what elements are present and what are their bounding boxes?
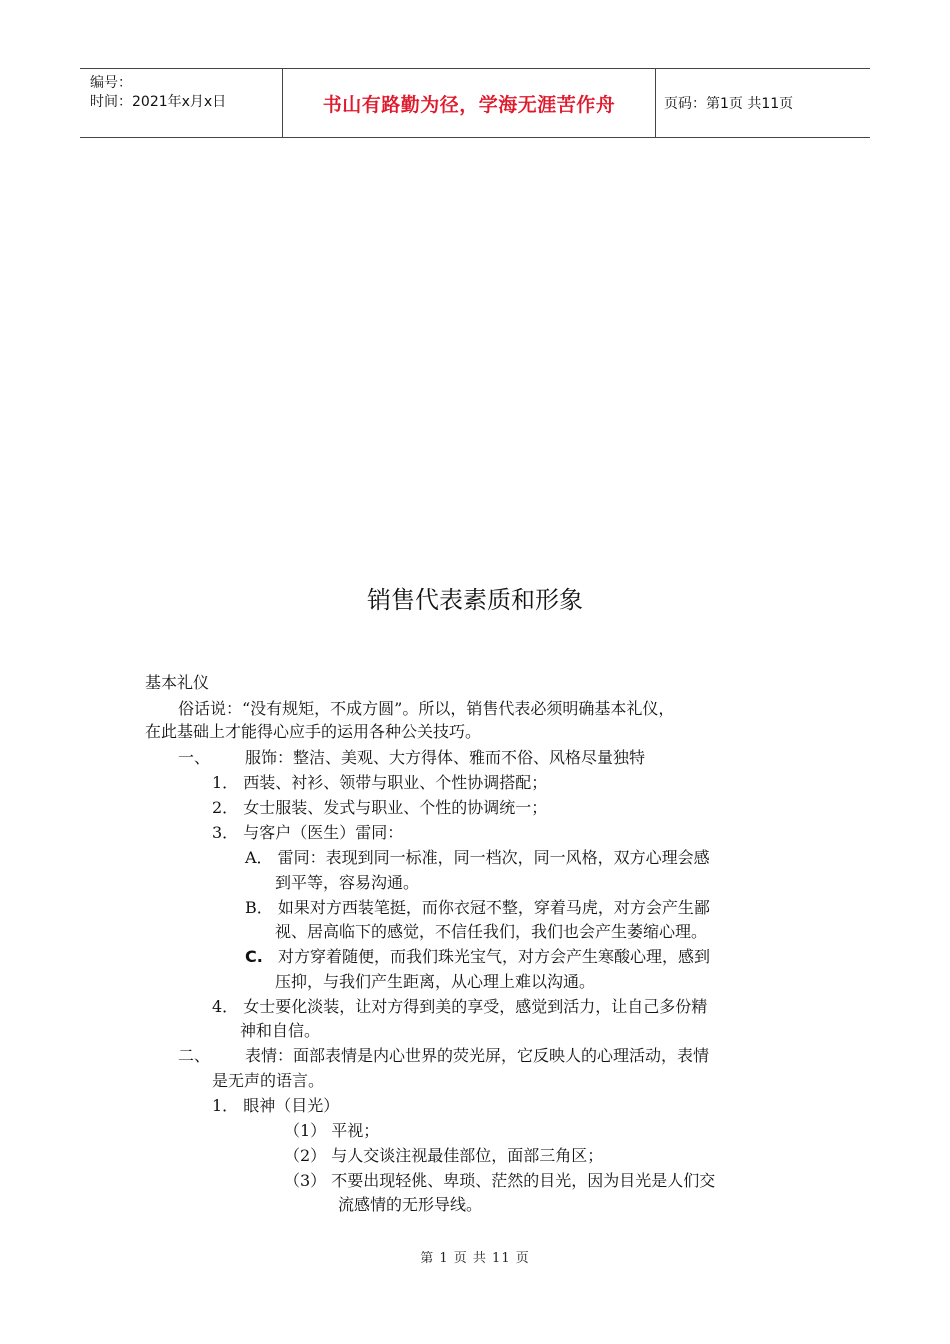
part1-sub-a-line-1: A． 雷同：表现到同一标准，同一档次，同一风格，双方心理会感	[245, 848, 710, 867]
page-footer: 第 1 页 共 11 页	[420, 1251, 530, 1266]
part1-heading: 服饰：整洁、美观、大方得体、雅而不俗、风格尽量独特	[245, 748, 646, 767]
document-title: 销售代表素质和形象	[367, 586, 583, 614]
intro-line-2: 在此基础上才能得心应手的运用各种公关技巧。	[145, 722, 482, 741]
part1-item-3: 3． 与客户（医生）雷同：	[212, 823, 404, 842]
part1-item-4-line-2: 神和自信。	[240, 1021, 321, 1040]
header-motto: 书山有路勤为径，学海无涯苦作舟	[322, 93, 616, 116]
header-page-cell	[656, 69, 870, 137]
intro-line-1: 俗话说：“没有规矩，不成方圆”。所以，销售代表必须明确基本礼仪，	[178, 699, 675, 718]
document-date-label: 时间：2021年x月x日	[90, 94, 227, 110]
part2-sub-1: （1） 平视；	[284, 1121, 380, 1140]
part1-sub-b-line-2: 视、居高临下的感觉，不信任我们，我们也会产生萎缩心理。	[275, 922, 708, 941]
part2-heading-line-2: 是无声的语言。	[212, 1071, 325, 1090]
part2-heading-line-1: 表情：面部表情是内心世界的荧光屏，它反映人的心理活动，表情	[245, 1046, 710, 1065]
part1-item-1: 1． 西装、衬衫、领带与职业、个性协调搭配；	[212, 773, 548, 792]
part1-item-2: 2． 女士服装、发式与职业、个性的协调统一；	[212, 798, 548, 817]
part1-sub-c-line-1: 对方穿着随便，而我们珠光宝气，对方会产生寒酸心理，感到	[278, 947, 711, 966]
part2-sub-3-line-1: （3） 不要出现轻佻、卑琐、茫然的目光，因为目光是人们交	[284, 1171, 716, 1190]
part1-marker: 一、	[178, 748, 211, 767]
part1-sub-c-line-2: 压抑，与我们产生距离，从心理上难以沟通。	[275, 972, 596, 991]
header-motto-cell	[283, 69, 656, 137]
part1-item-4-line-1: 4． 女士要化淡装，让对方得到美的享受，感觉到活力，让自己多份精	[212, 997, 708, 1016]
header-page-info: 页码：第1页 共11页	[664, 96, 794, 112]
document-header	[80, 68, 870, 138]
part2-sub-3-line-2: 流感情的无形导线。	[338, 1195, 483, 1214]
header-meta-cell	[80, 69, 283, 137]
document-number-label: 编号：	[90, 75, 132, 91]
part2-sub-2: （2） 与人交谈注视最佳部位，面部三角区；	[284, 1146, 604, 1165]
part1-sub-b-line-1: B． 如果对方西装笔挺，而你衣冠不整，穿着马虎，对方会产生鄙	[245, 898, 710, 917]
part2-marker: 二、	[178, 1046, 211, 1065]
part1-sub-a-line-2: 到平等，容易沟通。	[275, 873, 420, 892]
section-heading: 基本礼仪	[145, 673, 210, 692]
part1-sub-c-marker: C.	[245, 947, 263, 966]
part2-item-1: 1． 眼神（目光）	[212, 1096, 340, 1115]
